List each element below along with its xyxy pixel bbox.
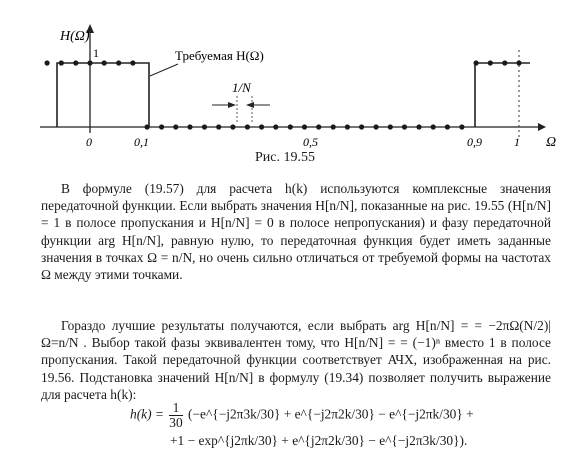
sample-point: [359, 124, 364, 129]
figure-caption: Рис. 19.55: [255, 150, 315, 165]
sample-point: [59, 60, 64, 65]
sample-point: [416, 124, 421, 129]
required-response-leader: [150, 64, 178, 76]
sample-point: [474, 60, 479, 65]
spacing-indicator: [212, 96, 270, 122]
paragraph-1: В формуле (19.57) для расчета h(k) используются комплексные значения передаточной функции. Если выбрать значения H[n/N], показанные на рис. 19.55 (H[n/N] = 1 в полосе пропускания и H[n/N] = 0 в полосе непропускания) и фазу передаточной функции arg H[n/N], равную нулю, то передаточная функция будет иметь заданные значения в точках Ω = n/N, но очень сильно отличаться от требуемой формы на частотах Ω между этими точками.: [41, 181, 551, 283]
sample-point: [445, 124, 450, 129]
sample-point: [302, 124, 307, 129]
sample-point: [431, 124, 436, 129]
sample-points: [45, 60, 522, 129]
x-tick-0-9: 0,9: [467, 135, 482, 149]
spacing-label: 1/N: [232, 80, 251, 95]
sample-point: [488, 60, 493, 65]
sample-point: [116, 60, 121, 65]
sample-point: [259, 124, 264, 129]
required-response-label: Требуемая H(Ω): [175, 48, 264, 63]
frequency-response-figure: [0, 0, 570, 150]
y-axis-label: H(Ω): [60, 29, 90, 44]
formula-lhs: h(k) =: [130, 406, 168, 422]
sample-point: [402, 124, 407, 129]
sample-point: [73, 60, 78, 65]
x-axis: [40, 123, 546, 131]
sample-point: [187, 124, 192, 129]
formula-fraction: [169, 401, 182, 430]
formula-line-2: +1 − exp^{j2πk/30} + e^{j2π2k/30} − e^{−j2π3k/30}).: [170, 433, 468, 448]
formula-fraction-denominator: 30: [169, 415, 183, 430]
x-tick-1: 1: [514, 135, 520, 149]
sample-point: [130, 60, 135, 65]
formula-line-1-rest: (−e^{−j2π3k/30} + e^{−j2π2k/30} − e^{−j2πk/30} +: [188, 406, 474, 422]
sample-point: [516, 60, 521, 65]
sample-point: [102, 60, 107, 65]
sample-point: [388, 124, 393, 129]
formula-line-1: [130, 401, 474, 430]
sample-point: [288, 124, 293, 129]
required-response-passband-left: [57, 63, 149, 127]
y-tick-label: 1: [93, 46, 99, 60]
sample-point: [331, 124, 336, 129]
sample-point: [173, 124, 178, 129]
required-response-passband-right: [475, 63, 530, 127]
sample-point: [502, 60, 507, 65]
sample-point: [459, 124, 464, 129]
x-axis-label: Ω: [546, 135, 557, 150]
x-tick-labels: [86, 135, 520, 149]
x-tick-0-1: 0,1: [134, 135, 149, 149]
sample-point: [202, 124, 207, 129]
sample-point: [216, 124, 221, 129]
sample-point: [45, 60, 50, 65]
x-tick-0-5: 0,5: [303, 135, 318, 149]
x-tick-0: 0: [86, 135, 92, 149]
sample-point: [273, 124, 278, 129]
formula-fraction-numerator: 1: [169, 401, 182, 416]
sample-point: [159, 124, 164, 129]
sample-point: [230, 124, 235, 129]
sample-point: [245, 124, 250, 129]
sample-point: [145, 124, 150, 129]
sample-point: [345, 124, 350, 129]
sample-point: [374, 124, 379, 129]
sample-point: [87, 60, 92, 65]
sample-point: [316, 124, 321, 129]
paragraph-2: Гораздо лучшие результаты получаются, если выбрать arg H[n/N] = = −2πΩ(N/2)|Ω=n/N . Выбор такой фазы эквивалентен тому, что H[n/N] = = (−1)ⁿ вместо 1 в полосе пропускания. Такой передаточной функции соответствует АЧХ, изображенная на рис. 19.56. Подстановка значений H[n/N] в формулу (19.34) позволяет получить выражение для расчета h(k):: [41, 318, 551, 402]
